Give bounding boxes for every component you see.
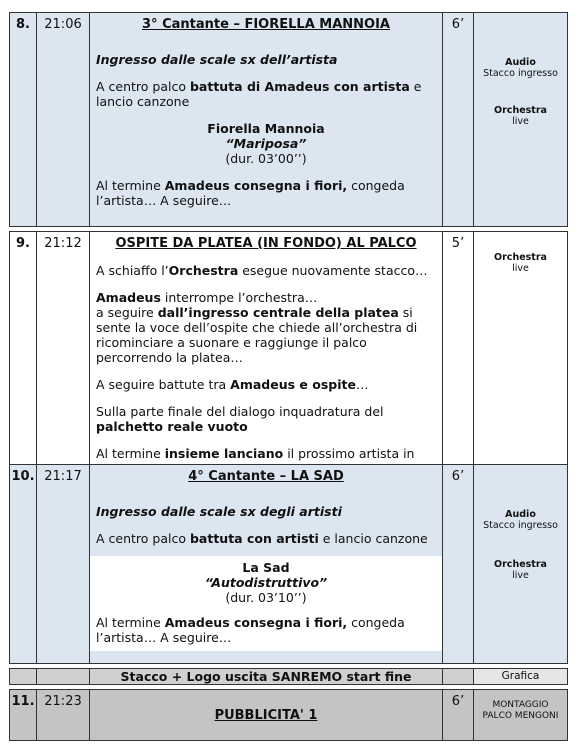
rundown-row-10 bbox=[9, 464, 568, 664]
rundown-row-11 bbox=[9, 689, 568, 741]
row-duration: 6’ bbox=[443, 13, 474, 227]
row-content bbox=[90, 465, 443, 664]
row-title: PUBBLICITA' 1 bbox=[214, 708, 318, 723]
row-duration: 6’ bbox=[443, 690, 474, 741]
empty-cell bbox=[10, 669, 37, 685]
row-duration: 6’ bbox=[443, 465, 474, 664]
paragraph: A seguire battute tra Amadeus e ospite… bbox=[96, 377, 369, 392]
resource-montaggio: MONTAGGIO PALCO MENGONI bbox=[474, 690, 568, 741]
rundown-row-8 bbox=[9, 12, 568, 227]
paragraph: Al termine Amadeus consegna i fiori, congeda l’artista… A seguire… bbox=[96, 178, 405, 208]
song-duration: (dur. 03’00’’) bbox=[225, 151, 307, 166]
empty-cell bbox=[37, 669, 90, 685]
row-content bbox=[90, 690, 443, 741]
row-content bbox=[90, 232, 443, 477]
row-time: 21:06 bbox=[37, 13, 90, 227]
artist-name: Fiorella Mannoia bbox=[207, 121, 325, 136]
resource-orchestra: Orchestra live bbox=[494, 105, 547, 127]
paragraph: A schiaffo l’Orchestra esegue nuovamente stacco… bbox=[96, 263, 428, 278]
resources-cell bbox=[474, 465, 568, 664]
paragraph: A centro palco battuta con artisti e lancio canzone bbox=[96, 531, 428, 546]
paragraph: Al termine Amadeus consegna i fiori, congeda l’artista… A seguire… bbox=[96, 615, 405, 645]
resource-orchestra: Orchestra live bbox=[494, 252, 547, 274]
stacco-resource: Grafica bbox=[474, 669, 568, 685]
row-number: 8. bbox=[10, 13, 37, 227]
row-title: OSPITE DA PLATEA (IN FONDO) AL PALCO bbox=[115, 236, 417, 251]
paragraph: Amadeus interrompe l’orchestra… a seguire dall’ingresso centrale della platea si sente la voce dell’ospite che chiede all’orchestra di ricominciare a suonare e raggiunge il palco percorrendo la platea… bbox=[96, 290, 418, 365]
resource-orchestra: Orchestra live bbox=[494, 559, 547, 581]
entrance-note: Ingresso dalle scale sx degli artisti bbox=[96, 504, 342, 519]
paragraph: Sulla parte finale del dialogo inquadratura del palchetto reale vuoto bbox=[96, 404, 384, 434]
row-time: 21:17 bbox=[37, 465, 90, 664]
empty-cell bbox=[443, 669, 474, 685]
rundown-row-9 bbox=[9, 231, 568, 477]
stacco-text: Stacco + Logo uscita SANREMO start fine bbox=[90, 669, 443, 685]
entrance-note: Ingresso dalle scale sx dell’artista bbox=[96, 52, 338, 67]
row-number: 9. bbox=[10, 232, 37, 477]
song-title: “Mariposa” bbox=[225, 136, 307, 151]
row-title: 3° Cantante – FIORELLA MANNOIA bbox=[142, 17, 390, 32]
song-duration: (dur. 03’10’’) bbox=[225, 590, 307, 605]
resource-audio: Audio Stacco ingresso bbox=[483, 509, 558, 531]
row-time: 21:12 bbox=[37, 232, 90, 477]
resources-cell bbox=[474, 13, 568, 227]
resources-cell bbox=[474, 232, 568, 477]
artist-name: La Sad bbox=[242, 560, 290, 575]
paragraph: Al termine insieme lanciano il prossimo artista in bbox=[96, 446, 415, 461]
artist-block bbox=[90, 556, 442, 651]
row-content bbox=[90, 13, 443, 227]
row-number: 10. bbox=[10, 465, 37, 664]
paragraph: A centro palco battuta di Amadeus con artista e lancio canzone bbox=[96, 79, 422, 109]
row-duration: 5’ bbox=[443, 232, 474, 477]
resource-audio: Audio Stacco ingresso bbox=[483, 57, 558, 79]
row-number: 11. bbox=[10, 690, 37, 741]
song-title: “Autodistruttivo” bbox=[204, 575, 328, 590]
row-time: 21:23 bbox=[37, 690, 90, 741]
stacco-row bbox=[9, 668, 568, 685]
row-title: 4° Cantante – LA SAD bbox=[188, 469, 344, 484]
